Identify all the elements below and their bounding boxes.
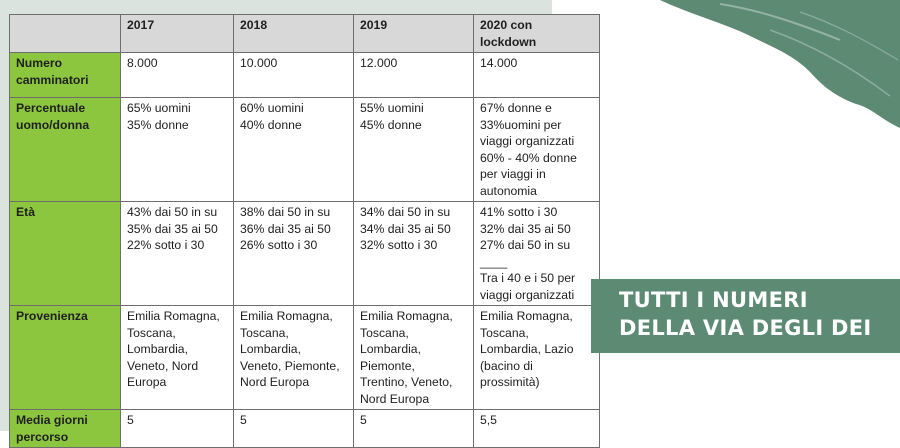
table-cell: 14.000 (474, 53, 600, 98)
table-row (10, 202, 600, 306)
table-row (10, 98, 600, 202)
table-cell: 41% sotto i 30 32% dai 35 ai 50 27% dai 50 in su ____ Tra i 40 e i 50 per viaggi organizzati (474, 202, 600, 306)
table-cell: Emilia Romagna, Toscana, Lombardia, Piemonte, Trentino, Veneto, Nord Europa (354, 306, 474, 410)
header-year-2017: 2017 (121, 15, 234, 53)
row-label: Percentuale uomo/donna (10, 98, 121, 202)
table-cell: 12.000 (354, 53, 474, 98)
row-label: Età (10, 202, 121, 306)
banner-title-line-1: TUTTI I NUMERI (619, 288, 808, 312)
header-corner-cell (10, 15, 121, 53)
table-cell: 5 (234, 410, 354, 448)
table-cell: 5 (121, 410, 234, 448)
table-cell: 43% dai 50 in su 35% dai 35 ai 50 22% sotto i 30 (121, 202, 234, 306)
header-year-2019: 2019 (354, 15, 474, 53)
table-cell: Emilia Romagna, Toscana, Lombardia, Lazio (bacino di prossimità) (474, 306, 600, 410)
title-banner (591, 279, 900, 353)
table-cell: 60% uomini 40% donne (234, 98, 354, 202)
table-cell: 5,5 (474, 410, 600, 448)
table-row (10, 53, 600, 98)
header-year-2020: 2020 con lockdown (474, 15, 600, 53)
table-cell: 67% donne e 33%uomini per viaggi organizzati 60% - 40% donne per viaggi in autonomia (474, 98, 600, 202)
table-cell: 38% dai 50 in su 36% dai 35 ai 50 26% sotto i 30 (234, 202, 354, 306)
table-cell: Emilia Romagna, Toscana, Lombardia, Veneto, Piemonte, Nord Europa (234, 306, 354, 410)
table-cell: 5 (354, 410, 474, 448)
table-cell: 10.000 (234, 53, 354, 98)
table-row (10, 410, 600, 448)
banner-title-line-2: DELLA VIA DEGLI DEI (619, 316, 872, 340)
table-cell: Emilia Romagna, Toscana, Lombardia, Veneto, Nord Europa (121, 306, 234, 410)
row-label: Provenienza (10, 306, 121, 410)
row-label: Numero camminatori (10, 53, 121, 98)
table-cell: 55% uomini 45% donne (354, 98, 474, 202)
table-cell: 8.000 (121, 53, 234, 98)
header-year-2018: 2018 (234, 15, 354, 53)
table-cell: 34% dai 50 in su 34% dai 35 ai 50 32% sotto i 30 (354, 202, 474, 306)
row-label: Media giorni percorso (10, 410, 121, 448)
table-cell: 65% uomini 35% donne (121, 98, 234, 202)
brush-stroke-decoration (650, 0, 900, 130)
table-header-row (10, 15, 600, 53)
statistics-table (9, 14, 600, 448)
table-row (10, 306, 600, 410)
